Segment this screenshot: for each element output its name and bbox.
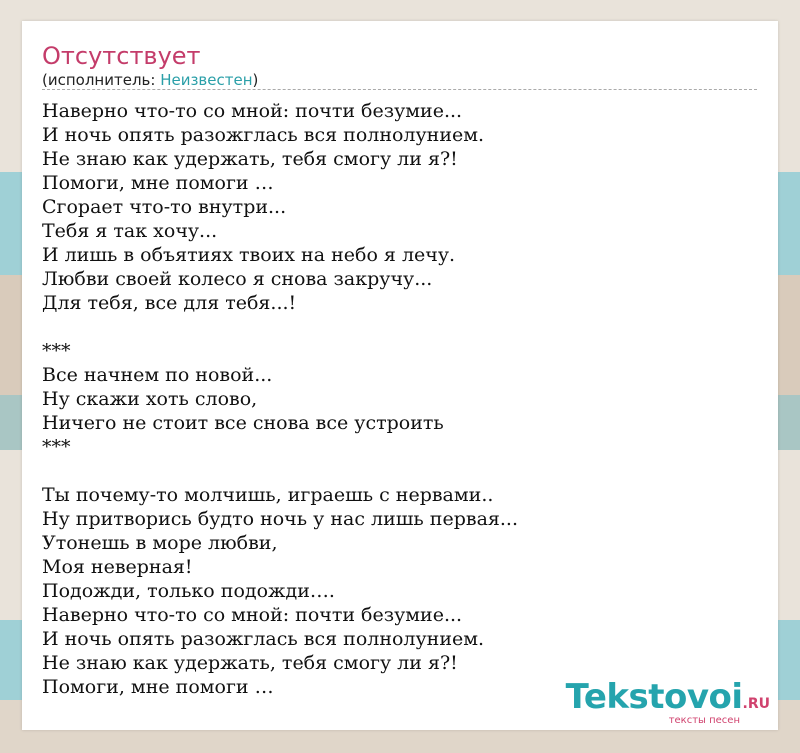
- lyric-line: ***: [42, 340, 71, 362]
- logo-tld: .RU: [742, 696, 770, 712]
- artist-prefix: (исполнитель:: [42, 71, 161, 89]
- lyric-line: Ты почему-то молчишь, играешь с нервами..: [42, 484, 494, 506]
- lyric-line: Сгорает что-то внутри...: [42, 196, 287, 218]
- lyric-line: [42, 315, 757, 339]
- lyric-line: Все начнем по новой...: [42, 364, 273, 386]
- logo-tagline: тексты песен: [668, 715, 740, 726]
- lyrics-text: [42, 99, 757, 699]
- lyric-line: Утонешь в море любви,: [42, 532, 278, 554]
- site-logo[interactable]: [566, 679, 770, 726]
- lyric-line: Ну притворись будто ночь у нас лишь первая...: [42, 508, 519, 530]
- lyrics-card: [22, 21, 778, 730]
- lyric-line: Помоги, мне помоги …: [42, 676, 274, 698]
- artist-suffix: ): [252, 71, 259, 89]
- lyric-line: Наверно что-то со мной: почти безумие...: [42, 604, 463, 626]
- lyric-line: И лишь в объятиях твоих на небо я лечу.: [42, 244, 456, 266]
- lyric-line: Наверно что-то со мной: почти безумие...: [42, 100, 463, 122]
- lyric-line: Для тебя, все для тебя...!: [42, 292, 297, 314]
- lyric-line: Моя неверная!: [42, 556, 193, 578]
- lyric-line: Любви своей колесо я снова закручу...: [42, 268, 433, 290]
- artist-line: [42, 71, 258, 89]
- lyric-line: Подожди, только подожди….: [42, 580, 335, 602]
- lyric-line: ***: [42, 436, 71, 458]
- lyric-line: Не знаю как удержать, тебя смогу ли я?!: [42, 652, 458, 674]
- lyric-line: И ночь опять разожглась вся полнолунием.: [42, 628, 485, 650]
- lyric-line: Помоги, мне помоги …: [42, 172, 274, 194]
- lyric-line: Ну скажи хоть слово,: [42, 388, 258, 410]
- lyric-line: Не знаю как удержать, тебя смогу ли я?!: [42, 148, 458, 170]
- lyric-line: И ночь опять разожглась вся полнолунием.: [42, 124, 485, 146]
- lyric-line: Тебя я так хочу...: [42, 220, 218, 242]
- artist-link[interactable]: Неизвестен: [160, 71, 253, 89]
- song-title: Отсутствует: [42, 42, 201, 70]
- lyric-line: [42, 459, 757, 483]
- lyric-line: Ничего не стоит все снова все устроить: [42, 412, 444, 434]
- title-divider: [42, 89, 757, 90]
- logo-wordmark: Tekstovoi: [565, 677, 743, 717]
